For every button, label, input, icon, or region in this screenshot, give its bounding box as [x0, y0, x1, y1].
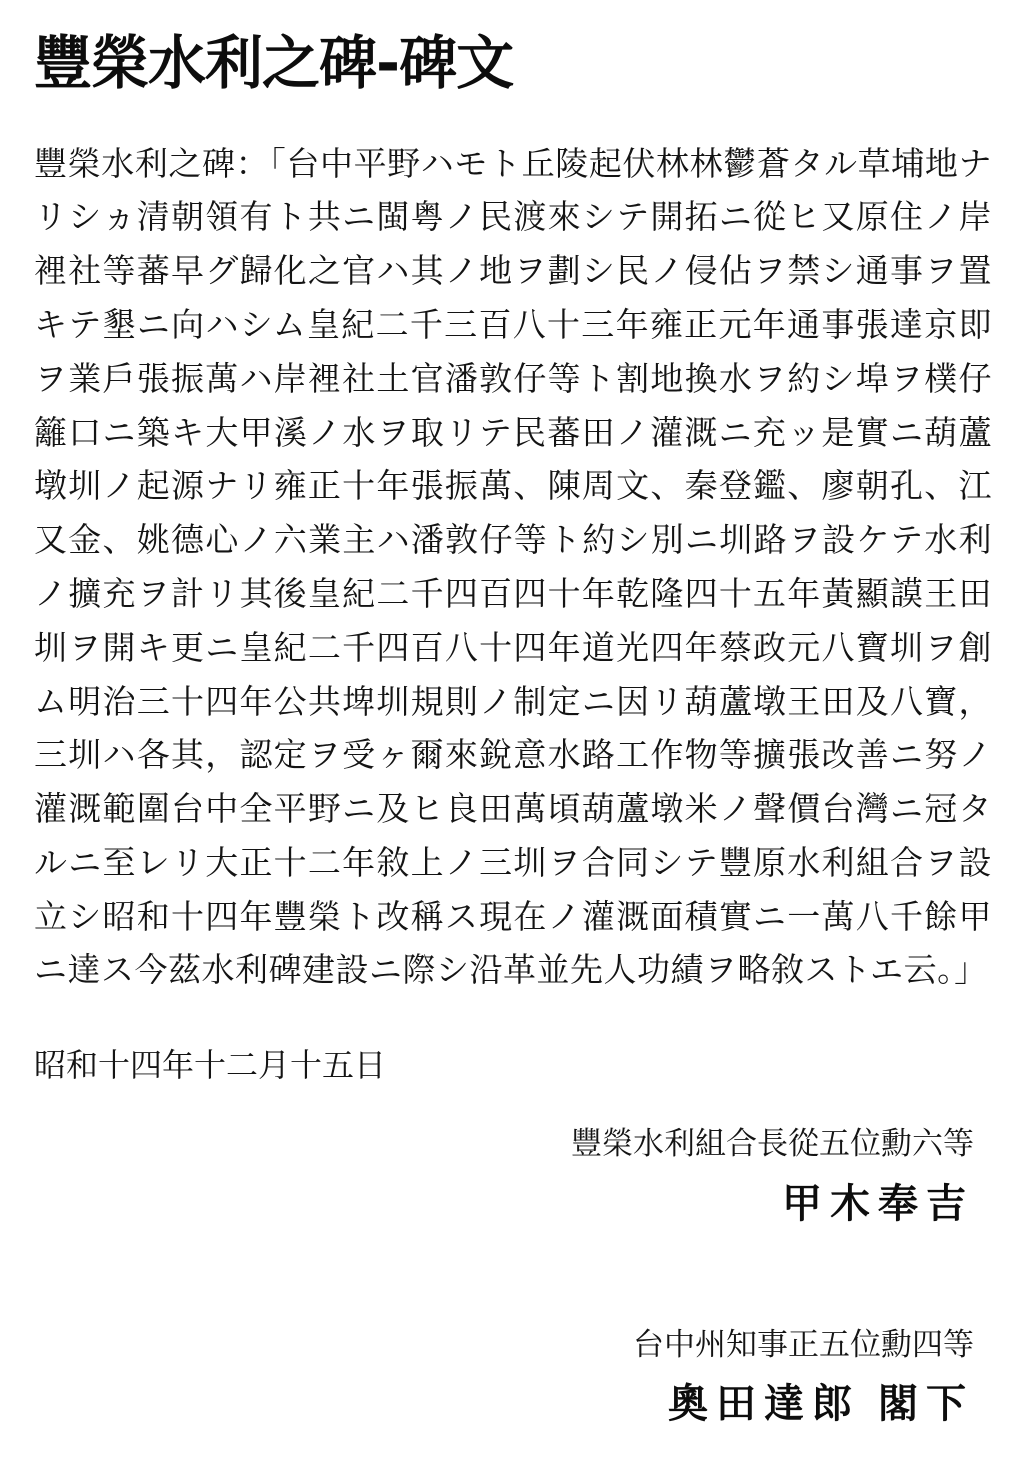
signature-role: 豐榮水利組合長從五位勳六等 [571, 1126, 974, 1163]
inscription-body-text: 豐榮水利之碑：「台中平野ハモト丘陵起伏林林鬱蒼タル草埔地ナリシヵ清朝領有ト共ニ閩粤ノ民渡來シテ開拓ニ從ヒ又原住ノ岸裡社等蕃早グ歸化之官ハ其ノ地ヲ劃シ民ノ侵佔ヲ禁シ通事ヲ置キテ墾ニ向ハシム皇紀二千三百八十三年雍正元年通事張達京即ヲ業戶張振萬ハ岸裡社土官潘敦仔等ト割地換水ヲ約シ埠ヲ樸仔籬口ニ築キ大甲溪ノ水ヲ取リテ民蕃田ノ灌溉ニ充ッ是實ニ葫蘆墩圳ノ起源ナリ雍正十年張振萬、陳周文、秦登鑑、廖朝孔、江又金、姚德心ノ六業主ハ潘敦仔等ト約シ別ニ圳路ヲ設ケテ水利ノ擴充ヲ計リ其後皇紀二千四百四十年乾隆四十五年黃顯謨王田圳ヲ開キ更ニ皇紀二千四百八十四年道光四年蔡政元八寶圳ヲ創ム明治三十四年公共埤圳規則ノ制定ニ因リ葫蘆墩王田及八寶，三圳ハ各其，認定ヲ受ヶ爾來銳意水路工作物等擴張改善ニ努ノ灌溉範圍台中全平野ニ及ヒ良田萬頃葫蘆墩米ノ聲價台灣ニ冠タルニ至レリ大正十二年敘上ノ三圳ヲ合同シテ豐原水利組合ヲ設立シ昭和十四年豐榮ト改稱ス現在ノ灌溉面積實ニ一萬八千餘甲ニ達ス今茲水利碑建設ニ際シ沿革並先人功績ヲ略敘ストエ云。」 [34, 143, 993, 990]
signature-block-secondary [34, 1322, 996, 1435]
signature-name: 甲木奉吉 [782, 1180, 974, 1227]
signature-block-primary [34, 1121, 996, 1234]
page-title: 豐榮水利之碑-碑文 [34, 29, 514, 97]
signature-name: 奧田達郎 [668, 1381, 860, 1428]
signature-honorific: 閣下 [878, 1381, 974, 1428]
signature-name-row [34, 1374, 974, 1434]
inscription-date: 昭和十四年十二月十五日 [34, 1046, 387, 1085]
signature-role: 台中州知事正五位勳四等 [633, 1326, 974, 1363]
